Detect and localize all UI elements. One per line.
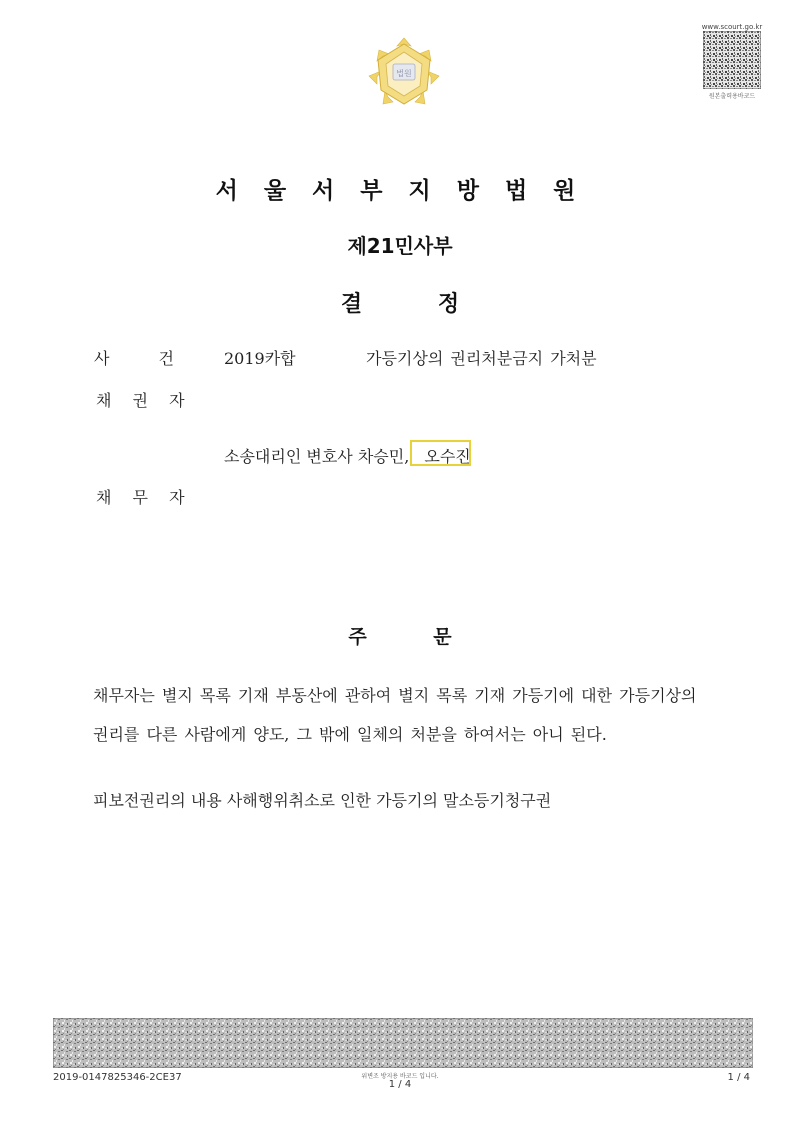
footer-note: 위변조 방지용 바코드 입니다. bbox=[361, 1073, 439, 1080]
order-title: 주 문 bbox=[348, 626, 452, 648]
order-text-line-1: 채무자는 별지 목록 기재 부동산에 관하여 별지 목록 기재 가등기에 대한 가등기상의 bbox=[93, 686, 697, 705]
verification-caption: 원본출력용바코드 bbox=[708, 93, 756, 100]
document-type-title: 결 정 bbox=[340, 292, 460, 317]
attorney-names: 소송대리인 변호사 차승민, bbox=[224, 447, 410, 466]
document-id: 2019-0147825346-2CE37 bbox=[53, 1072, 182, 1083]
security-barcode-band bbox=[53, 1018, 753, 1068]
case-name: 가등기상의 권리처분금지 가처분 bbox=[366, 349, 597, 368]
verification-url: www.scourt.go.kr bbox=[701, 23, 763, 31]
case-label: 사 건 bbox=[94, 349, 174, 368]
verification-barcode bbox=[703, 31, 761, 89]
case-number: 2019카합 bbox=[224, 349, 296, 368]
page-number-right: 1 / 4 bbox=[727, 1072, 750, 1083]
creditor-label: 채 권 자 bbox=[96, 391, 185, 410]
attorney-highlighted-name: 오수진 bbox=[424, 447, 471, 466]
preserved-right-text: 피보전권리의 내용 사해행위취소로 인한 가등기의 말소등기청구권 bbox=[93, 791, 552, 810]
division-name: 제21민사부 bbox=[347, 234, 453, 258]
page-number-center: 1 / 4 bbox=[388, 1079, 412, 1090]
highlight-box bbox=[410, 440, 471, 466]
order-text-line-2: 권리를 다른 사람에게 양도, 그 밖에 일체의 처분을 하여서는 아니 된다. bbox=[93, 725, 607, 744]
debtor-label: 채 무 자 bbox=[96, 488, 185, 507]
emblem-text: 법원 bbox=[396, 69, 412, 78]
court-name: 서 울 서 부 지 방 법 원 bbox=[215, 178, 585, 204]
court-emblem-icon bbox=[367, 36, 441, 110]
